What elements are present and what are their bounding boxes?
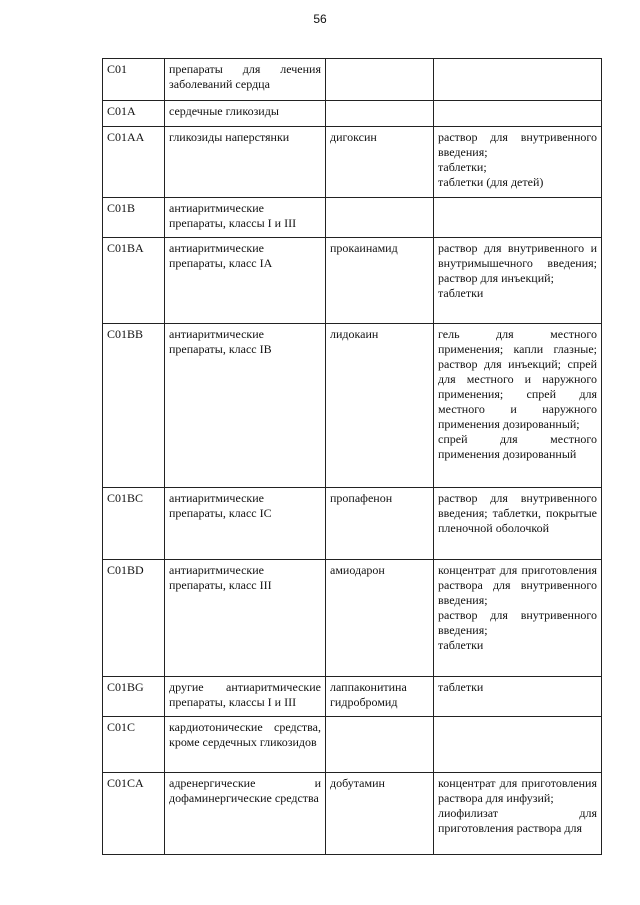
table-row bbox=[103, 677, 602, 717]
dosage-form-cell bbox=[434, 198, 602, 238]
drug-name-cell: лаппаконитина гидробромид bbox=[326, 677, 434, 717]
atc-code-cell: C01AA bbox=[103, 127, 165, 198]
table-row bbox=[103, 59, 602, 101]
pharmacological-group-cell: антиаритмические препараты, классы I и III bbox=[165, 198, 326, 238]
drug-name-cell: прокаинамид bbox=[326, 238, 434, 324]
table-row bbox=[103, 488, 602, 560]
dosage-form-cell: таблетки bbox=[434, 677, 602, 717]
pharmacological-group-cell: антиаритмические препараты, класс IC bbox=[165, 488, 326, 560]
drug-name-cell bbox=[326, 717, 434, 773]
atc-code-cell: C01BG bbox=[103, 677, 165, 717]
dosage-form-cell: концентрат для приготовления раствора для инфузий; лиофилизат для приготовления раствора для bbox=[434, 773, 602, 855]
drug-name-cell: амиодарон bbox=[326, 560, 434, 677]
dosage-form-cell bbox=[434, 101, 602, 127]
drug-name-cell bbox=[326, 198, 434, 238]
drug-name-cell bbox=[326, 101, 434, 127]
pharmacological-group-cell: антиаритмические препараты, класс IA bbox=[165, 238, 326, 324]
atc-code-cell: C01BD bbox=[103, 560, 165, 677]
table-row bbox=[103, 101, 602, 127]
page-number: 56 bbox=[313, 12, 327, 26]
atc-code-cell: C01C bbox=[103, 717, 165, 773]
dosage-form-cell: концентрат для приготовления раствора для внутривенного введения; раствор для внутривенного введения; таблетки bbox=[434, 560, 602, 677]
dosage-form-cell: раствор для внутривенного введения; таблетки; таблетки (для детей) bbox=[434, 127, 602, 198]
pharmacological-group-cell: антиаритмические препараты, класс IB bbox=[165, 324, 326, 488]
atc-code-cell: C01 bbox=[103, 59, 165, 101]
dosage-form-cell: раствор для внутривенного и внутримышечного введения; раствор для инъекций; таблетки bbox=[434, 238, 602, 324]
table-row bbox=[103, 127, 602, 198]
table-row bbox=[103, 560, 602, 677]
atc-drug-table bbox=[102, 58, 602, 855]
pharmacological-group-cell: гликозиды наперстянки bbox=[165, 127, 326, 198]
table-row bbox=[103, 238, 602, 324]
dosage-form-cell bbox=[434, 717, 602, 773]
atc-code-cell: C01BA bbox=[103, 238, 165, 324]
pharmacological-group-cell: другие антиаритмические препараты, классы I и III bbox=[165, 677, 326, 717]
atc-code-cell: C01CA bbox=[103, 773, 165, 855]
pharmacological-group-cell: сердечные гликозиды bbox=[165, 101, 326, 127]
pharmacological-group-cell: адренергические и дофаминергические средства bbox=[165, 773, 326, 855]
table-row bbox=[103, 198, 602, 238]
drug-name-cell: добутамин bbox=[326, 773, 434, 855]
table-row bbox=[103, 324, 602, 488]
dosage-form-cell: гель для местного применения; капли глазные; раствор для инъекций; спрей для местного и наружного применения; спрей для местного и наружного применения дозированный; спрей для местного применения дозированный bbox=[434, 324, 602, 488]
atc-code-cell: C01BB bbox=[103, 324, 165, 488]
table-row bbox=[103, 773, 602, 855]
pharmacological-group-cell: антиаритмические препараты, класс III bbox=[165, 560, 326, 677]
drug-name-cell: дигоксин bbox=[326, 127, 434, 198]
drug-name-cell bbox=[326, 59, 434, 101]
pharmacological-group-cell: кардиотонические средства, кроме сердечных гликозидов bbox=[165, 717, 326, 773]
drug-name-cell: пропафенон bbox=[326, 488, 434, 560]
drug-name-cell: лидокаин bbox=[326, 324, 434, 488]
dosage-form-cell bbox=[434, 59, 602, 101]
dosage-form-cell: раствор для внутривенного введения; таблетки, покрытые пленочной оболочкой bbox=[434, 488, 602, 560]
atc-code-cell: C01B bbox=[103, 198, 165, 238]
atc-code-cell: C01BC bbox=[103, 488, 165, 560]
pharmacological-group-cell: препараты для лечения заболеваний сердца bbox=[165, 59, 326, 101]
atc-code-cell: C01A bbox=[103, 101, 165, 127]
table-row bbox=[103, 717, 602, 773]
